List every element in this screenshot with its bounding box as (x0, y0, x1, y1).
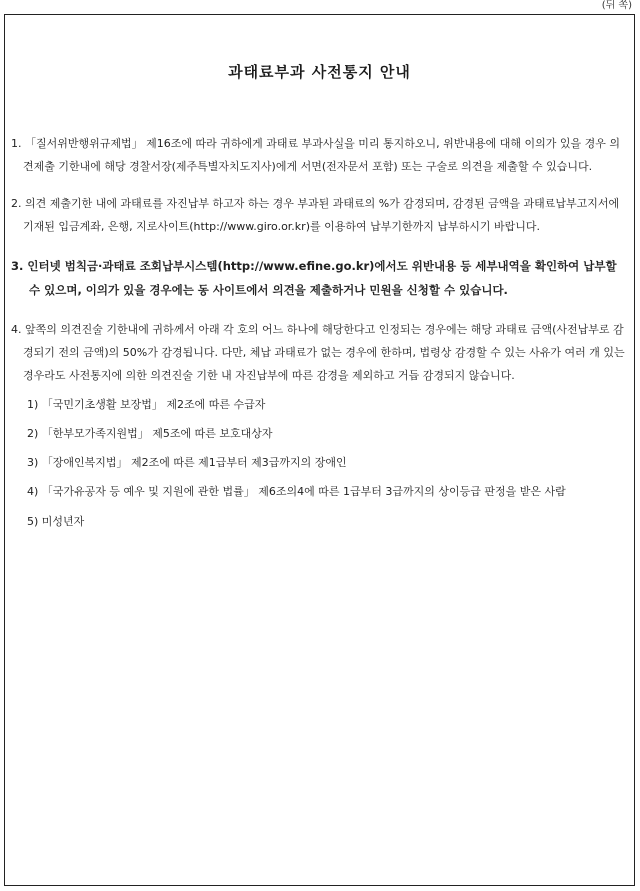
notice-content (11, 119, 629, 533)
sub-item-2: 2) 「한부모가족지원법」 제5조에 따른 보호대상자 (27, 427, 273, 440)
sub-item-3: 3) 「장애인복지법」 제2조에 따른 제1급부터 제3급까지의 장애인 (27, 456, 347, 469)
sub-item-1: 1) 「국민기초생활 보장법」 제2조에 따른 수급자 (27, 398, 266, 411)
paragraph-3: 3. 인터넷 범칙금·과태료 조회납부시스템(http://www.efine.go.kr)에서도 위반내용 등 세부내역을 확인하여 납부할 수 있으며, 이의가 있을 경우에는 동 사이트에서 의견을 제출하거나 민원을 신청할 수 있습니다. (11, 259, 617, 297)
back-side-label: (뒤 쪽) (601, 0, 632, 11)
paragraph-2: 2. 의견 제출기한 내에 과태료를 자진납부 하고자 하는 경우 부과된 과태료의 %가 감경되며, 감경된 금액을 과태료납부고지서에 기재된 입금계좌, 은행, 지로사이트(http://www.giro.or.kr)를 이용하여 납부기한까지 납부하시기 바랍니다. (11, 197, 620, 233)
document-frame (4, 14, 635, 886)
document-title: 과태료부과 사전통지 안내 (228, 63, 411, 81)
paragraph-4: 4. 앞쪽의 의견진술 기한내에 귀하께서 아래 각 호의 어느 하나에 해당한다고 인정되는 경우에는 해당 과태료 금액(사전납부로 감경되기 전의 금액)의 50%가 감경됩니다. 다만, 체납 과태료가 없는 경우에 한하며, 법령상 감경할 수 있는 사유가 여러 개 있는 경우라도 사전통지에 의한 의견진술 기한 내 자진납부에 따른 감경을 제외하고 거듭 감경되지 않습니다. (11, 323, 625, 382)
paragraph-1: 1. 「질서위반행위규제법」 제16조에 따라 귀하에게 과태료 부과사실을 미리 통지하오니, 위반내용에 대해 이의가 있을 경우 의견제출 기한내에 해당 경찰서장(제주특별자치도지사)에게 서면(전자문서 포함) 또는 구술로 의견을 제출할 수 있습니다. (11, 137, 620, 173)
sub-item-4: 4) 「국가유공자 등 예우 및 지원에 관한 법률」 제6조의4에 따른 1급부터 3급까지의 상이등급 판정을 받은 사람 (27, 485, 566, 498)
sub-item-5: 5) 미성년자 (27, 515, 85, 528)
